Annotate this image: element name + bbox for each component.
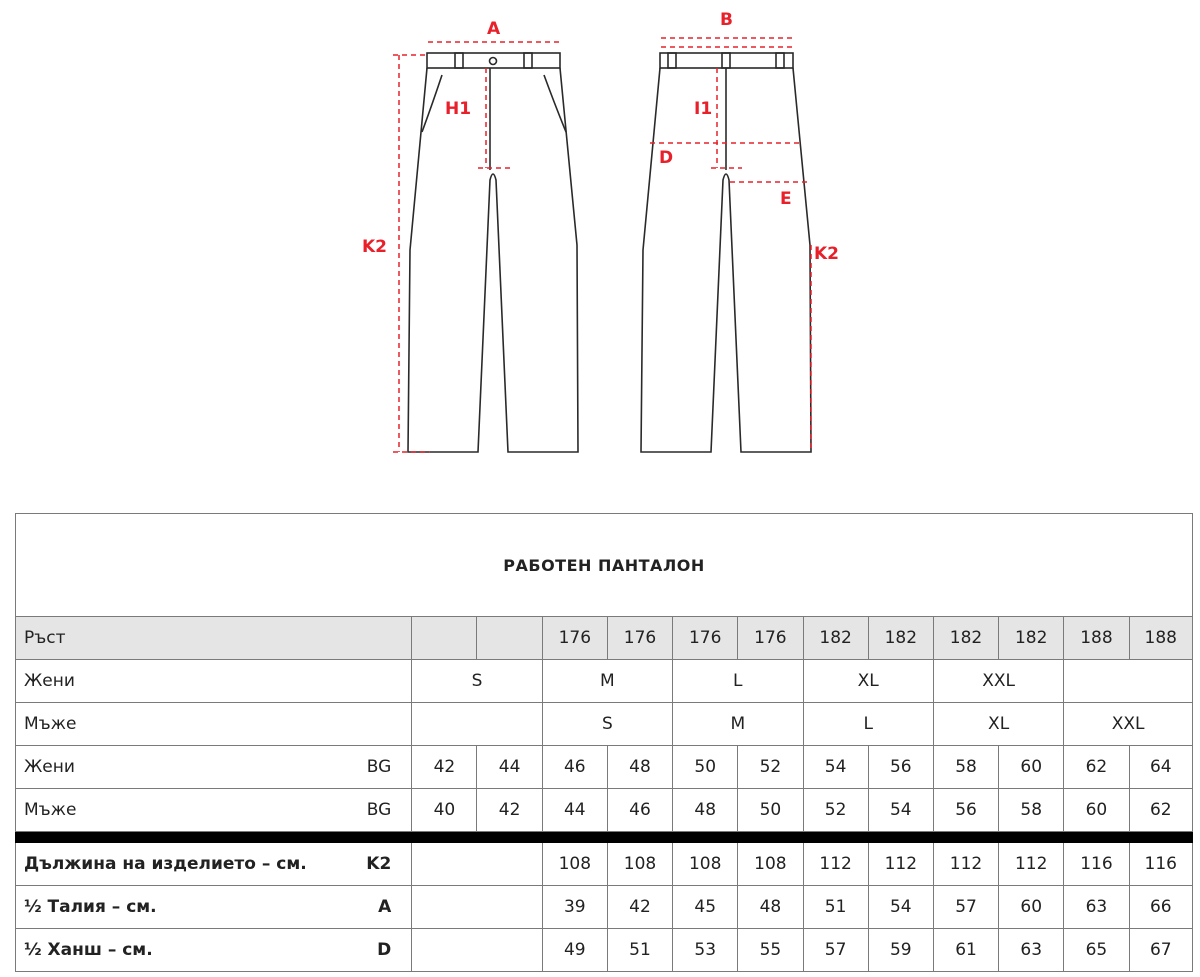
- cell: 57: [803, 929, 868, 972]
- cell: 56: [933, 789, 998, 832]
- cell: 62: [1129, 789, 1192, 832]
- cell: [412, 617, 477, 660]
- label-e: E: [780, 189, 792, 209]
- cell: 188: [1064, 617, 1129, 660]
- cell: [412, 843, 542, 886]
- cell: 42: [477, 789, 542, 832]
- cell: 188: [1129, 617, 1192, 660]
- cell: 54: [868, 886, 933, 929]
- cell: 108: [738, 843, 803, 886]
- cell: 64: [1129, 746, 1192, 789]
- cell: 44: [477, 746, 542, 789]
- cell: 112: [999, 843, 1064, 886]
- cell: [412, 929, 542, 972]
- cell: 67: [1129, 929, 1192, 972]
- cell: 51: [607, 929, 672, 972]
- row-code: [354, 617, 412, 660]
- label-k2-front: K2: [362, 237, 388, 257]
- cell: 182: [868, 617, 933, 660]
- table-divider: [16, 832, 1193, 843]
- row-code: BG: [354, 789, 412, 832]
- cell: 65: [1064, 929, 1129, 972]
- cell: 45: [673, 886, 738, 929]
- cell: 56: [868, 746, 933, 789]
- row-code: [354, 660, 412, 703]
- cell: 59: [868, 929, 933, 972]
- cell: 42: [412, 746, 477, 789]
- cell: 55: [738, 929, 803, 972]
- row-code: BG: [354, 746, 412, 789]
- cell: 46: [607, 789, 672, 832]
- cell: 112: [933, 843, 998, 886]
- cell: 57: [933, 886, 998, 929]
- cell: 40: [412, 789, 477, 832]
- row-code: D: [354, 929, 412, 972]
- row-label: Дължина на изделието – см.: [16, 843, 354, 886]
- cell: [1064, 660, 1193, 703]
- cell: 48: [607, 746, 672, 789]
- cell: 48: [673, 789, 738, 832]
- cell: 108: [607, 843, 672, 886]
- cell: 52: [803, 789, 868, 832]
- trousers-measurement-diagram: [0, 0, 1200, 470]
- table-row-length: [16, 843, 1193, 886]
- cell: 61: [933, 929, 998, 972]
- cell: L: [803, 703, 933, 746]
- cell: 176: [673, 617, 738, 660]
- row-code: A: [354, 886, 412, 929]
- row-label: Мъже: [16, 703, 354, 746]
- label-a: A: [487, 19, 501, 39]
- cell: 44: [542, 789, 607, 832]
- row-label: Жени: [16, 660, 354, 703]
- cell: 182: [803, 617, 868, 660]
- label-b: B: [720, 10, 733, 30]
- cell: 176: [607, 617, 672, 660]
- cell: 112: [803, 843, 868, 886]
- cell: 116: [1064, 843, 1129, 886]
- cell: 182: [999, 617, 1064, 660]
- cell: M: [542, 660, 672, 703]
- label-d: D: [659, 148, 674, 168]
- cell: 60: [1064, 789, 1129, 832]
- cell: 62: [1064, 746, 1129, 789]
- cell: S: [542, 703, 672, 746]
- cell: 63: [999, 929, 1064, 972]
- cell: 53: [673, 929, 738, 972]
- row-code: K2: [354, 843, 412, 886]
- table-row-hip: [16, 929, 1193, 972]
- cell: 50: [673, 746, 738, 789]
- cell: 60: [999, 746, 1064, 789]
- cell: 66: [1129, 886, 1192, 929]
- row-label: ½ Талия – см.: [16, 886, 354, 929]
- cell: [412, 886, 542, 929]
- cell: [412, 703, 542, 746]
- cell: XXL: [1064, 703, 1193, 746]
- row-label: Мъже: [16, 789, 354, 832]
- divider-bar: [16, 832, 1193, 843]
- table-row-height: [16, 617, 1193, 660]
- cell: 49: [542, 929, 607, 972]
- size-chart-table: [15, 513, 1193, 972]
- table-row-women-bg: [16, 746, 1193, 789]
- cell: 54: [803, 746, 868, 789]
- cell: 42: [607, 886, 672, 929]
- cell: 52: [738, 746, 803, 789]
- cell: 63: [1064, 886, 1129, 929]
- row-label: Ръст: [16, 617, 354, 660]
- back-trousers-outline: [641, 53, 811, 452]
- table-title: РАБОТЕН ПАНТАЛОН: [16, 514, 1193, 617]
- cell: 182: [933, 617, 998, 660]
- cell: 50: [738, 789, 803, 832]
- row-label: ½ Ханш – см.: [16, 929, 354, 972]
- table-row-women-size: [16, 660, 1193, 703]
- cell: 108: [673, 843, 738, 886]
- row-code: [354, 703, 412, 746]
- label-k2-back: K2: [814, 244, 840, 264]
- cell: 176: [542, 617, 607, 660]
- cell: [477, 617, 542, 660]
- cell: 46: [542, 746, 607, 789]
- table-row-men-bg: [16, 789, 1193, 832]
- cell: 39: [542, 886, 607, 929]
- cell: 48: [738, 886, 803, 929]
- cell: XL: [933, 703, 1063, 746]
- cell: 60: [999, 886, 1064, 929]
- label-i1: I1: [694, 99, 713, 119]
- front-trousers-outline: [408, 53, 578, 452]
- cell: L: [673, 660, 803, 703]
- cell: 108: [542, 843, 607, 886]
- table-row-waist: [16, 886, 1193, 929]
- cell: 176: [738, 617, 803, 660]
- label-h1: H1: [445, 99, 472, 119]
- cell: 51: [803, 886, 868, 929]
- cell: S: [412, 660, 542, 703]
- cell: M: [673, 703, 803, 746]
- cell: 58: [999, 789, 1064, 832]
- cell: XXL: [933, 660, 1063, 703]
- cell: 54: [868, 789, 933, 832]
- table-row-men-size: [16, 703, 1193, 746]
- cell: XL: [803, 660, 933, 703]
- cell: 58: [933, 746, 998, 789]
- cell: 116: [1129, 843, 1192, 886]
- cell: 112: [868, 843, 933, 886]
- row-label: Жени: [16, 746, 354, 789]
